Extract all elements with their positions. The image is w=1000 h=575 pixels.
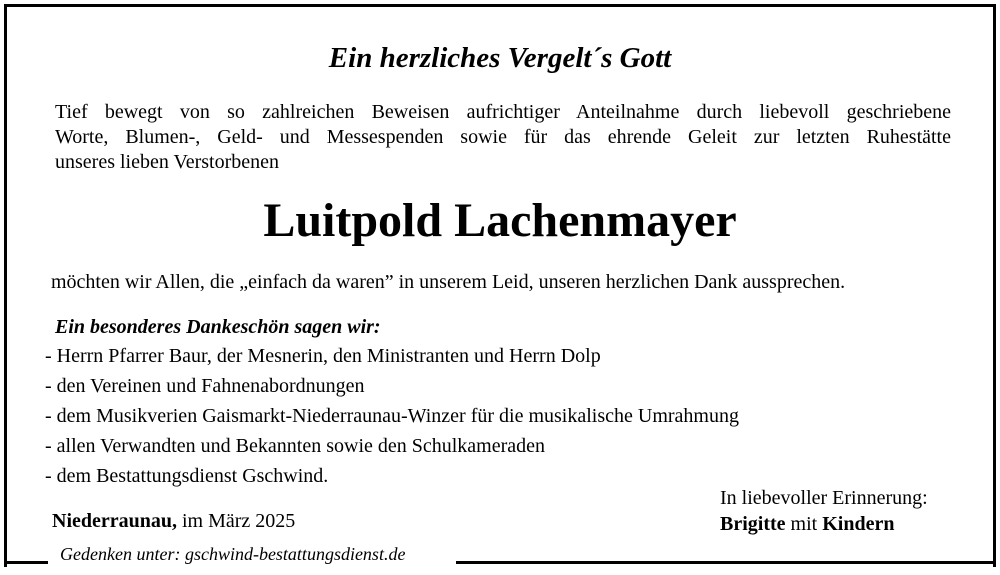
- signature-names: [720, 511, 928, 537]
- list-item: - allen Verwandten und Bekannten sowie den Schulkameraden: [45, 435, 546, 457]
- deceased-name: Luitpold Lachenmayer: [263, 194, 737, 247]
- intro-line: Worte, Blumen-, Geld- und Messespenden sowie für das ehrende Geleit zur letzten Ruhestätte: [55, 126, 951, 148]
- signature-name: Brigitte: [720, 513, 786, 535]
- date: im März 2025: [182, 510, 296, 532]
- list-item: - den Vereinen und Fahnenabordnungen: [45, 375, 365, 397]
- bottom-border-left: [4, 561, 48, 564]
- memorial-website-link[interactable]: Gedenken unter: gschwind-bestattungsdienst.de: [60, 544, 406, 564]
- thanks-sentence: möchten wir Allen, die „einfach da waren” in unserem Leid, unseren herzlichen Dank aussprechen.: [51, 271, 846, 293]
- signature-connector: mit: [790, 513, 818, 535]
- intro-line: unseres lieben Verstorbenen: [55, 151, 280, 173]
- list-item: - dem Bestattungsdienst Gschwind.: [45, 465, 329, 487]
- special-thanks-list: [45, 341, 739, 491]
- signature-family: Kindern: [822, 513, 895, 535]
- special-thanks-heading: Ein besonderes Dankeschön sagen wir:: [55, 316, 381, 338]
- bottom-border-right: [456, 561, 996, 564]
- signature-intro: In liebevoller Erinnerung:: [720, 487, 928, 509]
- intro-line: Tief bewegt von so zahlreichen Beweisen aufrichtiger Anteilnahme durch liebevoll geschriebene: [55, 101, 951, 123]
- notice-heading: Ein herzliches Vergelt´s Gott: [328, 42, 672, 74]
- place: Niederraunau,: [52, 510, 177, 532]
- place-date: [52, 508, 295, 534]
- intro-paragraph: [55, 100, 951, 175]
- signature-block: [720, 485, 928, 537]
- list-item: - dem Musikverien Gaismarkt-Niederraunau-Winzer für die musikalische Umrahmung: [45, 405, 739, 427]
- list-item: - Herrn Pfarrer Baur, der Mesnerin, den Ministranten und Herrn Dolp: [45, 345, 601, 367]
